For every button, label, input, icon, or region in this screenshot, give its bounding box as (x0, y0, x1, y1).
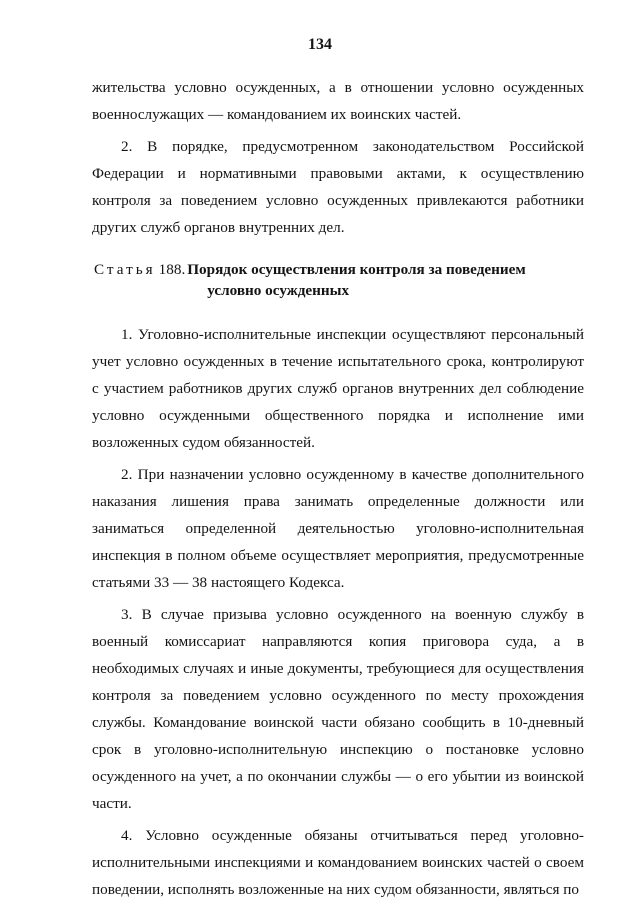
article-number: 188. (158, 261, 186, 278)
article-heading (92, 259, 584, 301)
paragraph: 2. При назначении условно осужденному в качестве дополнительного наказания лишения права занимать определенные должности или заниматься определенной деятельностью уголовно-исполнительная инспекция в полном объеме осуществляет мероприятия, предусмотренные статьями 33 — 38 настоящего Кодекса. (92, 466, 584, 591)
paragraph-continued: жительства условно осужденных, а в отношении условно осужденных военнослужащих — командованием их воинских частей. (92, 79, 584, 123)
paragraph: 4. Условно осужденные обязаны отчитываться перед уголовно-исполнительными инспекциями и командованием воинских частей о своем поведении, исполнять возложенные на них судом обязанности, являться по (92, 827, 584, 898)
paragraph: 1. Уголовно-исполнительные инспекции осуществляют персональный учет условно осужденных в течение испытательного срока, контролируют с участием работников других служб органов внутренних дел соблюдение условно осужденными общественного порядка и исполнение ими возложенных судом обязанностей. (92, 326, 584, 451)
article-title: Порядок осуществления контроля за поведением условно осужденных (187, 261, 526, 299)
paragraph: 2. В порядке, предусмотренном законодательством Российской Федерации и нормативными правовыми актами, к осуществлению контроля за поведением условно осужденных привлекаются работники других служб органов внутренних дел. (92, 138, 584, 236)
article-label (92, 259, 187, 301)
article-word: Статья (94, 261, 156, 278)
paragraph: 3. В случае призыва условно осужденного на военную службу в военный комиссариат направляются копия приговора суда, а в необходимых случаях и иные документы, требующиеся для осуществления контроля за поведением условно осужденного по месту прохождения службы. Командование воинской части обязано сообщить в 10-дневный срок в уголовно-исполнительную инспекцию о постановке условно осужденного на учет, а по окончании службы — о его убытии из воинской части. (92, 606, 584, 812)
document-body (92, 74, 584, 908)
page-number: 134 (308, 36, 332, 53)
